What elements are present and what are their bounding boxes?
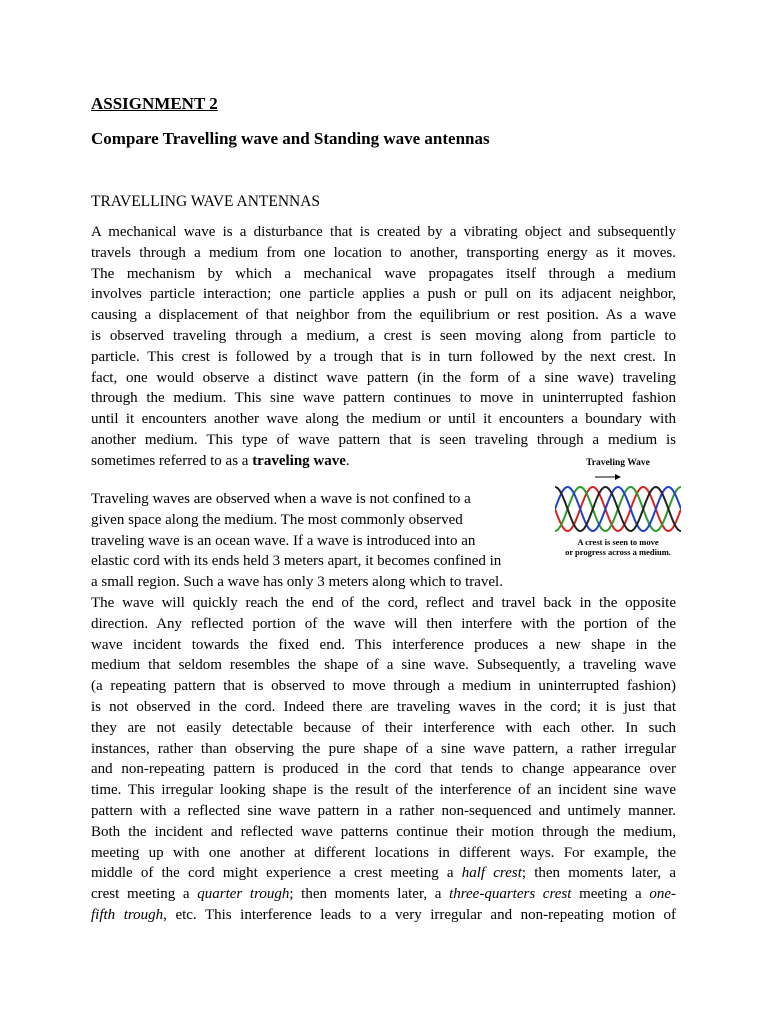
text-line: sometimes referred to as a traveling wave. [91,452,350,469]
text-line: crest meeting a quarter trough; then moments later, a three-quarters crest meeting a one- [91,886,677,903]
assignment-subtitle: Compare Travelling wave and Standing wave antennas [91,129,490,148]
text-line: and non-repeating pattern is produced in the cord that tends to change appearance over [91,761,676,778]
text-line: fifth trough, etc. This interference leads to a very irregular and non-repeating motion of [91,906,676,923]
text-line: a small region. Such a wave has only 3 meters along which to travel. [91,574,503,591]
text-line: travels through a medium from one location to another, transporting energy as it moves. [91,244,676,261]
text-line: elastic cord with its ends held 3 meters apart, it becomes confined in [91,553,502,570]
term-one-fifth-part: one- [649,886,677,903]
text-line: traveling wave is an ocean wave. If a wave is introduced into an [91,532,476,549]
text-line: is not observed in the cord. Indeed there are traveling waves in the cord; it is just that [91,698,676,715]
figure-title: Traveling Wave [586,458,650,468]
text-line: time. This irregular looking shape is the result of the interference of an incident sine wave [91,782,676,799]
text-line: instances, rather than observing the pure shape of a sine wave pattern, a rather irregular [91,740,676,757]
text-line: Traveling waves are observed when a wave is not confined to a [91,491,471,507]
text-line: they are not easily detectable because of their interference with each other. In such [91,719,676,736]
traveling-wave-figure [553,457,683,563]
text-line: given space along the medium. The most commonly observed [91,511,463,528]
term-three-quarters-crest: three-quarters crest [449,886,572,903]
text-line: The mechanism by which a mechanical wave propagates itself through a medium [91,265,676,282]
direction-arrow-head [615,474,621,480]
text-line: involves particle interaction; one particle applies a push or pull on its adjacent neighbor, [91,286,676,303]
text-line: (a repeating pattern that is observed to move through a medium in uninterrupted fashion) [91,678,676,695]
text-line: until it encounters another wave along the medium or until it encounters a boundary with [91,411,676,428]
text-line: direction. Any reflected portion of the wave will then interfere with the portion of the [91,615,676,632]
text-line: fact, one would observe a distinct wave pattern (in the form of a sine wave) traveling [91,369,676,386]
term-fifth-trough: fifth trough [91,906,164,923]
paragraph-traveling-waves-intro [91,489,541,593]
text-line: Both the incident and reflected wave patterns continue their motion through the medium, [91,823,676,840]
traveling-wave-diagram [555,469,681,535]
sine-waves [555,487,681,531]
text-line: The wave will quickly reach the end of the cord, reflect and travel back in the opposite [91,595,676,611]
text-line: wave incident towards the fixed end. This interference produces a new shape in the [91,636,676,653]
text-line: A mechanical wave is a disturbance that is created by a vibrating object and subsequently [91,224,676,240]
text-line: particle. This crest is followed by a trough that is in turn followed by the next crest. In [91,348,676,365]
section-heading: TRAVELLING WAVE ANTENNAS [91,193,321,210]
text-line: middle of the cord might experience a crest meeting a half crest; then moments later, a [91,865,676,882]
text-line: another medium. This type of wave pattern that is seen traveling through a medium is [91,431,676,448]
text-line: is observed traveling through a medium, a crest is seen moving along from particle to [91,327,676,344]
text-line: pattern with a reflected sine wave pattern in a rather non-sequenced and untimely manner. [91,802,676,819]
text-line: through the medium. This sine wave pattern continues to move in uninterrupted fashion [91,390,676,407]
assignment-title: ASSIGNMENT 2 [91,94,218,113]
paragraph-mechanical-wave [91,222,676,472]
text-line: medium that seldom resembles the shape of a sine wave. Subsequently, a traveling wave [91,657,676,674]
term-half-crest: half crest [461,865,522,882]
figure-caption-line-2: or progress across a medium. [565,547,671,557]
figure-caption-line-1: A crest is seen to move [577,537,659,547]
term-quarter-trough: quarter trough [197,886,290,903]
text-line: meeting up with one another at different locations in different ways. For example, the [91,844,676,861]
text-line: causing a displacement of that neighbor from the equilibrium or rest position. As a wave [91,307,676,324]
figure-caption [553,537,683,557]
paragraph-reflection-interference [91,593,676,926]
term-traveling-wave: traveling wave [252,452,346,469]
